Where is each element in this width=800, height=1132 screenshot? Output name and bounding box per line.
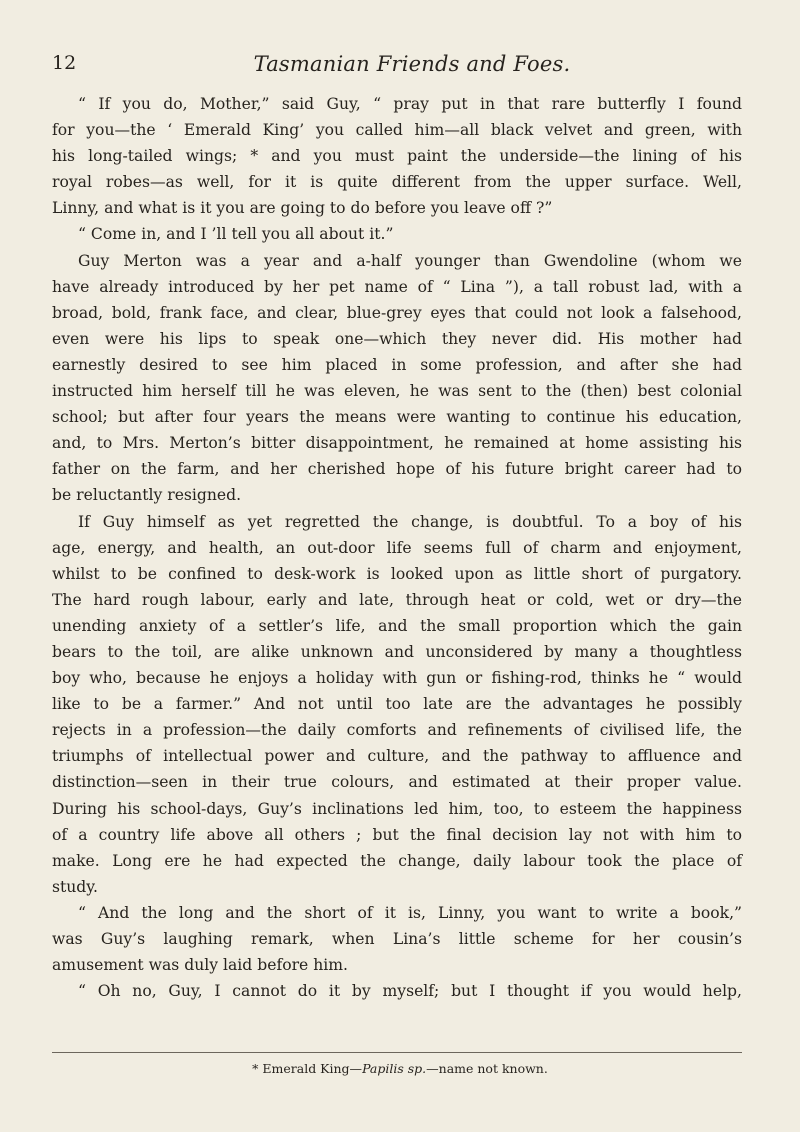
text-line: for you—the ‘ Emerald King’ you called him—all black velvet and green, with: [52, 121, 742, 140]
text-line: age, energy, and health, an out-door life seems full of charm and enjoyment,: [52, 538, 742, 557]
page-header: [52, 52, 742, 82]
text-line: earnestly desired to see him placed in some profession, and after she had: [52, 355, 742, 374]
text-line: boy who, because he enjoys a holiday with gun or fishing-rod, thinks he “ would: [52, 669, 742, 688]
text-line: unending anxiety of a settler’s life, and the small proportion which the gain: [52, 616, 742, 635]
text-line: instructed him herself till he was eleven, he was sent to the (then) best colonial: [52, 382, 742, 401]
page-number: 12: [52, 52, 77, 74]
footnote-species: Papilis sp.: [362, 1061, 427, 1076]
text-line: and, to Mrs. Merton’s bitter disappointment, he remained at home assisting his: [52, 434, 742, 453]
text-line: If Guy himself as yet regretted the change, is doubtful. To a boy of his: [78, 512, 742, 531]
text-line: father on the farm, and her cherished hope of his future bright career had to: [52, 460, 742, 479]
footnote-prefix: * Emerald King—: [252, 1061, 363, 1076]
text-line: bears to the toil, are alike unknown and unconsidered by many a thoughtless: [52, 642, 742, 661]
text-line: “ If you do, Mother,” said Guy, “ pray put in that rare butterfly I found: [78, 95, 742, 113]
text-line: like to be a farmer.” And not until too late are the advantages he possibly: [52, 695, 742, 714]
text-line: was Guy’s laughing remark, when Lina’s little scheme for her cousin’s: [52, 930, 742, 948]
text-line: Guy Merton was a year and a-half younger than Gwendoline (whom we: [78, 251, 742, 270]
text-line: even were his lips to speak one—which they never did. His mother had: [52, 329, 742, 348]
text-line: Linny, and what is it you are going to do before you leave off ?”: [52, 199, 553, 218]
text-line: The hard rough labour, early and late, through heat or cold, wet or dry—the: [52, 590, 742, 609]
text-line: broad, bold, frank face, and clear, blue-grey eyes that could not look a falsehood,: [52, 303, 742, 322]
text-line: royal robes—as well, for it is quite different from the upper surface. Well,: [52, 173, 742, 192]
running-title: Tasmanian Friends and Foes.: [253, 52, 571, 76]
text-line: “ Come in, and I ’ll tell you all about it.”: [78, 225, 394, 244]
text-line: his long-tailed wings; * and you must paint the underside—the lining of his: [52, 147, 742, 166]
text-line: amusement was duly laid before him.: [52, 956, 349, 975]
text-line: triumphs of intellectual power and culture, and the pathway to affluence and: [52, 747, 742, 766]
body-text: [52, 91, 742, 1004]
text-line: make. Long ere he had expected the change, daily labour took the place of: [52, 851, 742, 870]
footnote: [0, 1061, 800, 1076]
text-line: “ Oh no, Guy, I cannot do it by myself; but I thought if you would help,: [78, 982, 742, 1001]
text-line: study.: [52, 877, 98, 896]
text-line: have already introduced by her pet name of “ Lina ”), a tall robust lad, with a: [52, 277, 742, 296]
text-line: distinction—seen in their true colours, and estimated at their proper value.: [52, 773, 742, 792]
text-line: be reluctantly resigned.: [52, 486, 242, 505]
footnote-rule: [52, 1052, 742, 1053]
text-line: of a country life above all others ; but the final decision lay not with him to: [52, 825, 742, 844]
text-line: whilst to be confined to desk-work is looked upon as little short of purgatory.: [52, 564, 742, 583]
text-line: school; but after four years the means were wanting to continue his education,: [52, 408, 742, 427]
text-line: “ And the long and the short of it is, Linny, you want to write a book,”: [78, 903, 742, 922]
text-line: rejects in a profession—the daily comforts and refinements of civilised life, the: [52, 721, 742, 740]
text-line: During his school-days, Guy’s inclinations led him, too, to esteem the happiness: [52, 799, 742, 818]
footnote-suffix: —name not known.: [426, 1061, 548, 1076]
